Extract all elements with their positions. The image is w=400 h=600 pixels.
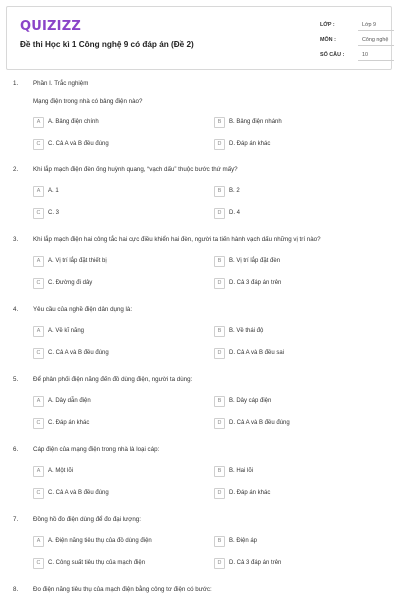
option-text: A. 1 — [48, 188, 59, 194]
option-letter-box: C — [33, 139, 44, 150]
option-text: C. Đường đi dây — [48, 280, 93, 286]
option-c[interactable] — [33, 208, 193, 220]
option-letter-box: C — [33, 208, 44, 219]
meta-count-value: 10 — [362, 52, 368, 58]
option-text: C. 3 — [48, 210, 60, 216]
option-text: C. Đáp án khác — [48, 420, 90, 426]
option-text: A. Về kĩ năng — [48, 328, 85, 334]
option-text: D. Đáp án khác — [229, 490, 271, 496]
option-b[interactable] — [214, 326, 374, 338]
option-text: D. Cả A và B đều sai — [229, 350, 285, 356]
meta-count-label: SỐ CÂU : — [320, 52, 345, 58]
option-text: A. Dây dẫn điện — [48, 398, 91, 404]
question-number: 6. — [13, 446, 19, 453]
option-text: B. Điện áp — [229, 538, 258, 544]
meta-subject-label: MÔN : — [320, 37, 336, 43]
option-b[interactable] — [214, 536, 374, 548]
option-letter-box: B — [214, 466, 225, 477]
option-d[interactable] — [214, 418, 374, 430]
option-letter-box: A — [33, 466, 44, 477]
option-d[interactable] — [214, 558, 374, 570]
option-text: B. Vị trí lắp đặt đèn — [229, 258, 281, 264]
option-letter-box: C — [33, 278, 44, 289]
option-d[interactable] — [214, 139, 374, 151]
option-letter-box: B — [214, 396, 225, 407]
option-letter-box: B — [214, 536, 225, 547]
option-text: C. Công suất tiêu thụ của mạch điện — [48, 560, 146, 566]
option-a[interactable] — [33, 396, 193, 408]
worksheet-meta — [320, 22, 395, 67]
quizizz-logo: QUIZIZZ — [20, 19, 81, 34]
option-letter-box: D — [214, 139, 225, 150]
option-c[interactable] — [33, 558, 193, 570]
question-text: Yêu cầu của nghề điện dân dụng là: — [33, 306, 133, 313]
option-letter-box: A — [33, 256, 44, 267]
option-text: D. Cả 3 đáp án trên — [229, 280, 282, 286]
meta-divider — [358, 30, 394, 31]
meta-divider — [358, 60, 394, 61]
question-text: Đo điện năng tiêu thụ của mạch điện bằng công tơ điện có bước: — [33, 586, 212, 593]
question-text: Đồng hồ đo điện dùng để đo đại lượng: — [33, 516, 141, 523]
option-a[interactable] — [33, 326, 193, 338]
question-number: 1. — [13, 80, 19, 87]
meta-class-label: LỚP : — [320, 22, 335, 28]
option-letter-box: A — [33, 186, 44, 197]
option-letter-box: C — [33, 488, 44, 499]
question-number: 8. — [13, 586, 19, 593]
option-text: B. 2 — [229, 188, 240, 194]
option-letter-box: D — [214, 488, 225, 499]
option-letter-box: B — [214, 186, 225, 197]
meta-count-row — [320, 52, 395, 67]
question-section-label: Phần I. Trắc nghiệm — [33, 80, 89, 87]
option-text: A. Điện năng tiêu thụ của đồ dùng điện — [48, 538, 152, 544]
option-letter-box: D — [214, 208, 225, 219]
option-letter-box: B — [214, 256, 225, 267]
question-number: 4. — [13, 306, 19, 313]
option-text: A. Vị trí lắp đặt thiết bị — [48, 258, 107, 264]
option-a[interactable] — [33, 536, 193, 548]
option-text: B. Về thái độ — [229, 328, 264, 334]
option-text: D. Đáp án khác — [229, 141, 271, 147]
worksheet-title: Đề thi Học kì 1 Công nghệ 9 có đáp án (Đề 2) — [20, 40, 194, 49]
option-text: D. Cả A và B đều đúng — [229, 420, 290, 426]
option-letter-box: C — [33, 558, 44, 569]
option-letter-box: B — [214, 326, 225, 337]
question-text: Để phân phối điện năng đến đồ dùng điện, người ta dùng: — [33, 376, 193, 383]
option-letter-box: A — [33, 326, 44, 337]
meta-subject-value: Công nghệ — [362, 37, 389, 43]
option-letter-box: D — [214, 278, 225, 289]
option-b[interactable] — [214, 396, 374, 408]
option-text: C. Cả A và B đều đúng — [48, 490, 109, 496]
question-number: 5. — [13, 376, 19, 383]
question-number: 3. — [13, 236, 19, 243]
option-b[interactable] — [214, 186, 374, 198]
question-text: Cáp điện của mạng điện trong nhà là loại cáp: — [33, 446, 160, 453]
option-a[interactable] — [33, 117, 193, 129]
option-letter-box: A — [33, 117, 44, 128]
question-text: Khi lắp mạch điện đèn ống huỳnh quang, “vạch dấu” thuộc bước thứ mấy? — [33, 166, 238, 173]
option-d[interactable] — [214, 348, 374, 360]
question-text: Khi lắp mạch điện hai công tắc hai cực điều khiển hai đèn, người ta tiến hành vạch dấu những vị trí nào? — [33, 236, 321, 243]
option-text: D. 4 — [229, 210, 241, 216]
meta-class-value: Lớp 9 — [362, 22, 377, 28]
question-number: 7. — [13, 516, 19, 523]
option-letter-box: A — [33, 396, 44, 407]
meta-divider — [358, 45, 394, 46]
meta-subject-row — [320, 37, 395, 52]
option-text: B. Hai lõi — [229, 468, 254, 474]
option-b[interactable] — [214, 466, 374, 478]
option-text: A. Bảng điện chính — [48, 119, 99, 125]
meta-class-row — [320, 22, 395, 37]
option-a[interactable] — [33, 256, 193, 268]
option-c[interactable] — [33, 488, 193, 500]
option-text: B. Bảng điện nhánh — [229, 119, 282, 125]
option-text: A. Một lõi — [48, 468, 74, 474]
option-text: D. Cả 3 đáp án trên — [229, 560, 282, 566]
option-text: C. Cả A và B đều đúng — [48, 141, 109, 147]
option-text: C. Cả A và B đều đúng — [48, 350, 109, 356]
option-d[interactable] — [214, 488, 374, 500]
question-text: Mạng điện trong nhà có bảng điện nào? — [33, 98, 143, 105]
option-letter-box: D — [214, 418, 225, 429]
option-a[interactable] — [33, 466, 193, 478]
option-b[interactable] — [214, 117, 374, 129]
option-letter-box: C — [33, 418, 44, 429]
option-text: B. Dây cáp điện — [229, 398, 272, 404]
option-letter-box: A — [33, 536, 44, 547]
option-c[interactable] — [33, 139, 193, 151]
option-letter-box: D — [214, 558, 225, 569]
option-b[interactable] — [214, 256, 374, 268]
option-d[interactable] — [214, 208, 374, 220]
option-letter-box: C — [33, 348, 44, 359]
option-c[interactable] — [33, 418, 193, 430]
option-a[interactable] — [33, 186, 193, 198]
question-number: 2. — [13, 166, 19, 173]
option-letter-box: B — [214, 117, 225, 128]
option-c[interactable] — [33, 278, 193, 290]
option-letter-box: D — [214, 348, 225, 359]
worksheet-header — [6, 6, 392, 70]
option-c[interactable] — [33, 348, 193, 360]
option-d[interactable] — [214, 278, 374, 290]
